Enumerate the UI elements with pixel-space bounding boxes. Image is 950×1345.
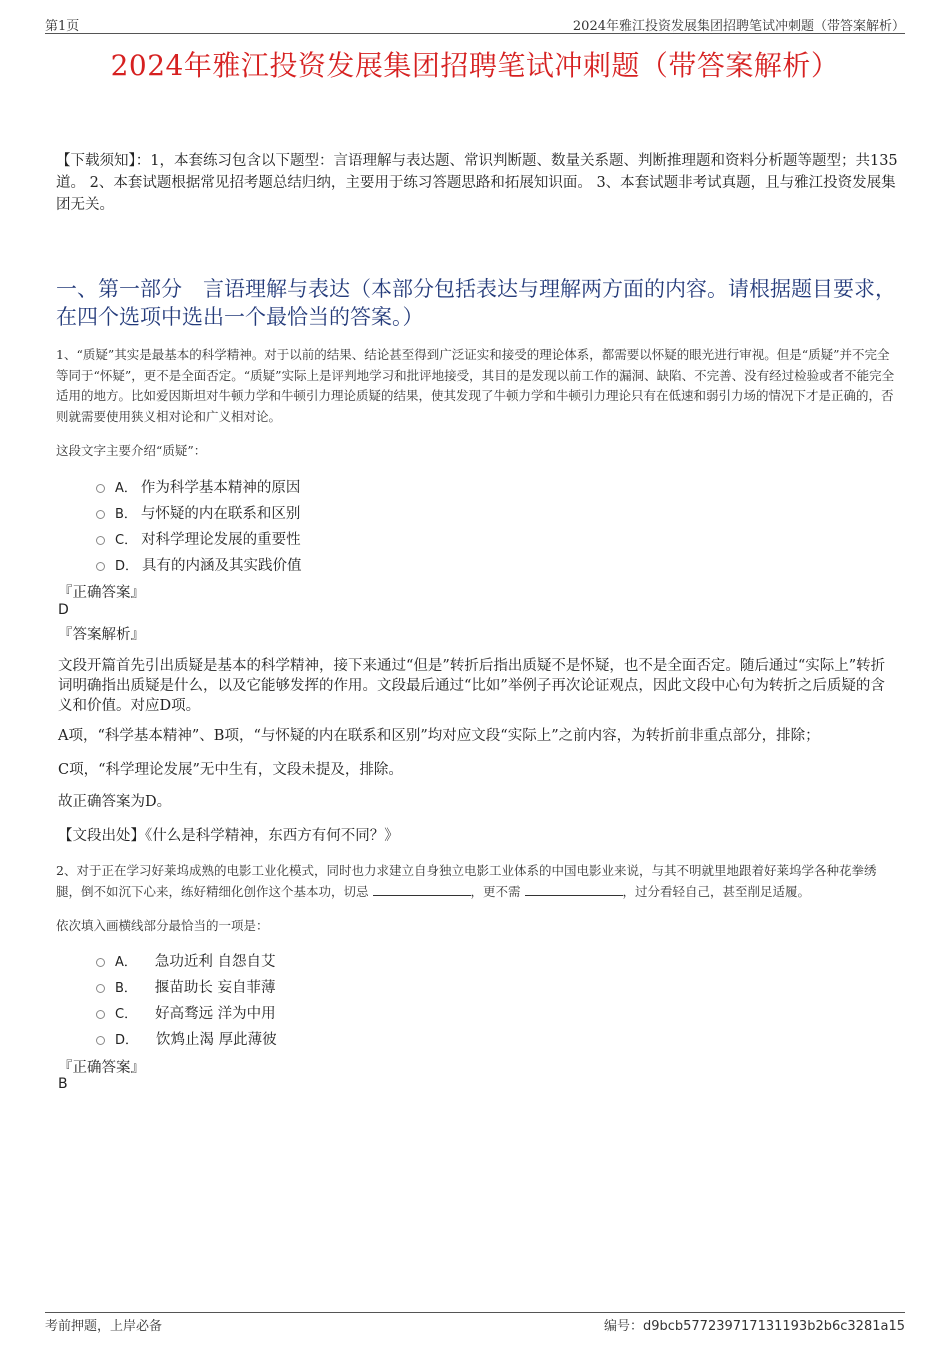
analysis-paragraph: 故正确答案为D。	[58, 794, 172, 810]
footer-code: 编号：d9bcb577239717131193b2b6c3281a15	[603, 1319, 905, 1334]
question-2-text: 2、对于正在学习好莱坞成熟的电影工业化模式，同时也力求建立自身独立电影工业体系的中国电影业来说，与其不明就里地跟着好莱坞学各种花拳绣腿，倒不如沉下心来，练好精细化创作这个基本功，切忌 ，更不需 ，过分看轻自己，甚至削足适履。	[56, 863, 877, 899]
option-a[interactable]: A． 急功近利 自怨自艾	[96, 947, 277, 973]
footer-slogan: 考前押题，上岸必备	[45, 1319, 163, 1334]
question-2-stem: 依次填入画横线部分最恰当的一项是：	[56, 918, 269, 933]
radio-button[interactable]	[96, 984, 105, 993]
radio-button[interactable]	[96, 1036, 105, 1045]
header-doc-title: 2024年雅江投资发展集团招聘笔试冲刺题（带答案解析）	[572, 19, 905, 34]
correct-answer-label: 『正确答案』	[58, 585, 145, 601]
section-heading: 一、第一部分 言语理解与表达（本部分包括表达与理解两方面的内容。请根据题目要求，在四个选项中选出一个最恰当的答案。）	[56, 277, 896, 329]
source-citation: 【文段出处】《什么是科学精神，东西方有何不同？》	[58, 828, 399, 844]
analysis-paragraph: C项，“科学理论发展”无中生有，文段未提及，排除。	[58, 762, 403, 778]
download-notice: 【下载须知】：1，本套练习包含以下题型：言语理解与表达题、常识判断题、数量关系题、判断推理题和资料分析题等题型；共135道。 2、本套试题根据常见招考题总结归纳，主要用于练习答题思路和拓展知识面。 3、本套试题非考试真题，且与雅江投资发展集团无关。	[56, 153, 898, 213]
question-2-options	[96, 947, 277, 1051]
radio-button[interactable]	[96, 958, 105, 967]
option-d[interactable]: D． 饮鸩止渴 厚此薄彼	[96, 1025, 277, 1051]
analysis-paragraph: A项，“科学基本精神”、B项，“与怀疑的内在联系和区别”均对应文段“实际上”之前内容，为转折前非重点部分，排除；	[58, 728, 820, 744]
radio-button[interactable]	[96, 536, 105, 545]
correct-answer: B	[58, 1076, 68, 1092]
correct-answer: D	[58, 602, 69, 618]
question-1-stem: 这段文字主要介绍“质疑”：	[56, 443, 207, 458]
radio-button[interactable]	[96, 484, 105, 493]
question-1-options	[96, 473, 302, 577]
option-c[interactable]: C． 好高骛远 洋为中用	[96, 999, 277, 1025]
option-d[interactable]: D． 具有的内涵及其实践价值	[96, 551, 302, 577]
analysis-label: 『答案解析』	[58, 627, 145, 643]
radio-button[interactable]	[96, 1010, 105, 1019]
fill-blank	[373, 883, 471, 896]
document-title: 2024年雅江投资发展集团招聘笔试冲刺题（带答案解析）	[110, 49, 840, 82]
option-c[interactable]: C． 对科学理论发展的重要性	[96, 525, 302, 551]
question-1-text: 1、“质疑”其实是最基本的科学精神。对于以前的结果、结论甚至得到广泛证实和接受的理论体系，都需要以怀疑的眼光进行审视。但是“质疑”并不完全等同于“怀疑”，更不是全面否定。“质疑”实际上是评判地学习和批评地接受，其目的是发现以前工作的漏洞、缺陷、不完善、没有经过检验或者不能完全适用的地方。比如爱因斯坦对牛顿力学和牛顿引力理论质疑的结果，使其发现了牛顿力学和牛顿引力理论只有在低速和弱引力场的情况下才是正确的，否则就需要使用狭义相对论和广义相对论。	[56, 347, 895, 424]
option-a[interactable]: A． 作为科学基本精神的原因	[96, 473, 302, 499]
page-footer	[45, 1312, 905, 1333]
analysis-paragraph: 文段开篇首先引出质疑是基本的科学精神，接下来通过“但是”转折后指出质疑不是怀疑，也不是全面否定。随后通过“实际上”转折词明确指出质疑是什么，以及它能够发挥的作用。文段最后通过“比如”举例子再次论证观点，因此文段中心句为转折之后质疑的含义和价值。对应D项。	[58, 658, 886, 714]
radio-button[interactable]	[96, 562, 105, 571]
page-header	[45, 13, 905, 34]
page-number: 第1页	[45, 19, 80, 34]
radio-button[interactable]	[96, 510, 105, 519]
correct-answer-label: 『正确答案』	[58, 1060, 145, 1076]
option-b[interactable]: B． 与怀疑的内在联系和区别	[96, 499, 302, 525]
option-b[interactable]: B． 揠苗助长 妄自菲薄	[96, 973, 277, 999]
fill-blank	[525, 883, 623, 896]
